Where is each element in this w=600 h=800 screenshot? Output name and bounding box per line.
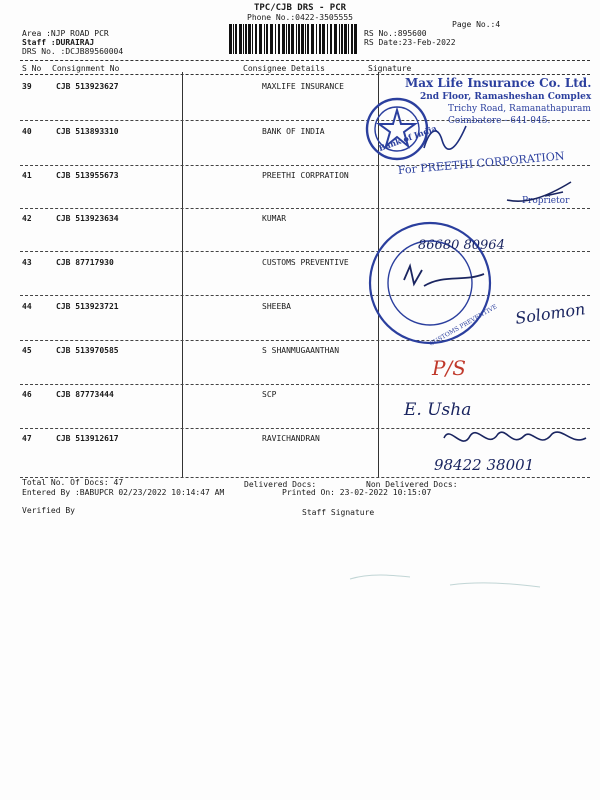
rs-date: RS Date:23-Feb-2022: [364, 38, 456, 47]
row-consignee: RAVICHANDRAN: [262, 434, 320, 443]
row-sno: 46: [22, 390, 32, 399]
maxlife-stamp-line2: 2nd Floor, Ramasheshan Complex: [420, 92, 592, 102]
row-consignment: CJB 513893310: [56, 127, 119, 136]
signature-tamil-script: [440, 420, 590, 456]
row-sno: 42: [22, 214, 32, 223]
drs-number: DRS No. :DCJB89560004: [22, 47, 124, 56]
row-divider: [20, 295, 590, 296]
bank-seal-text: Bank of India: [377, 122, 438, 154]
rs-number: RS No.:895600: [364, 29, 427, 38]
staff-signature: Staff Signature: [302, 508, 375, 517]
row-sno: 39: [22, 82, 32, 91]
row-consignee: CUSTOMS PREVENTIVE: [262, 258, 349, 267]
row-sno: 43: [22, 258, 32, 267]
row-divider: [20, 208, 590, 209]
row-sno: 47: [22, 434, 32, 443]
customs-seal-text: CUSTOMS PREVENTIVE: [428, 303, 499, 348]
header-divider-bottom: [20, 74, 590, 75]
signature-solomon: Solomon: [514, 299, 587, 328]
preethi-signature: [505, 178, 575, 208]
row-consignment: CJB 87773444: [56, 390, 114, 399]
row-consignment: CJB 513912617: [56, 434, 119, 443]
row-consignment: CJB 513923634: [56, 214, 119, 223]
row-consignment: CJB 87717930: [56, 258, 114, 267]
verified-by: Verified By: [22, 506, 75, 515]
row-sno: 41: [22, 171, 32, 180]
phone-handwritten-47: 98422 38001: [434, 456, 535, 474]
preethi-stamp-title: For PREETHI CORPORATION: [397, 149, 565, 177]
row-divider: [20, 340, 590, 341]
col-header-consignment: Consignment No: [52, 64, 120, 73]
row-consignment: CJB 513955673: [56, 171, 119, 180]
report-title: TPC/CJB DRS - PCR: [253, 3, 347, 13]
row-consignee: S SHANMUGAANTHAN: [262, 346, 340, 355]
signature-usha: E. Usha: [404, 400, 472, 420]
non-delivered-docs: Non Delivered Docs:: [366, 480, 458, 489]
customs-phone-handwritten: 86680 80964: [418, 238, 505, 253]
entered-by: Entered By :BABUPCR 02/23/2022 10:14:47 AM: [22, 488, 225, 497]
scan-smudge-marks: [330, 565, 570, 605]
col-header-consignee: Consignee Details: [243, 64, 325, 73]
signature-ps: P/S: [432, 356, 466, 380]
maxlife-stamp-title: Max Life Insurance Co. Ltd.: [405, 76, 592, 90]
total-docs: Total No. Of Docs: 47: [22, 478, 124, 487]
printed-on: Printed On: 23-02-2022 10:15:07: [282, 488, 432, 497]
row-consignment: CJB 513923721: [56, 302, 119, 311]
page-number: Page No.:4: [452, 20, 501, 29]
row-consignment: CJB 513923627: [56, 82, 119, 91]
column-divider-left: [182, 72, 183, 477]
row-consignee: SCP: [262, 390, 277, 399]
row-consignment: CJB 513970585: [56, 346, 119, 355]
maxlife-stamp-line3: Trichy Road, Ramanathapuram: [448, 104, 591, 114]
preethi-stamp-proprietor: Proprietor: [522, 196, 570, 206]
row-consignee: MAXLIFE INSURANCE: [262, 82, 344, 91]
phone-number: Phone No.:0422-3505555: [247, 13, 353, 22]
row-sno: 40: [22, 127, 32, 136]
col-header-signature: Signature: [368, 64, 412, 73]
col-header-sno: S No: [22, 64, 42, 73]
row-consignee: PREETHI CORPRATION: [262, 171, 349, 180]
bank-signature: [420, 120, 470, 155]
row-sno: 44: [22, 302, 32, 311]
barcode-image: [229, 24, 359, 54]
header-divider-top: [20, 60, 590, 61]
row-divider: [20, 384, 590, 385]
maxlife-stamp-line4: Coimbatore - 641 045.: [448, 116, 551, 126]
delivered-docs: Delivered Docs:: [244, 480, 317, 489]
row-sno: 45: [22, 346, 32, 355]
row-consignee: KUMAR: [262, 214, 287, 223]
row-consignee: SHEEBA: [262, 302, 291, 311]
row-consignee: BANK OF INDIA: [262, 127, 325, 136]
area-label: Area :NJP ROAD PCR: [22, 29, 109, 38]
staff-label: Staff :DURAIRAJ: [22, 38, 95, 47]
